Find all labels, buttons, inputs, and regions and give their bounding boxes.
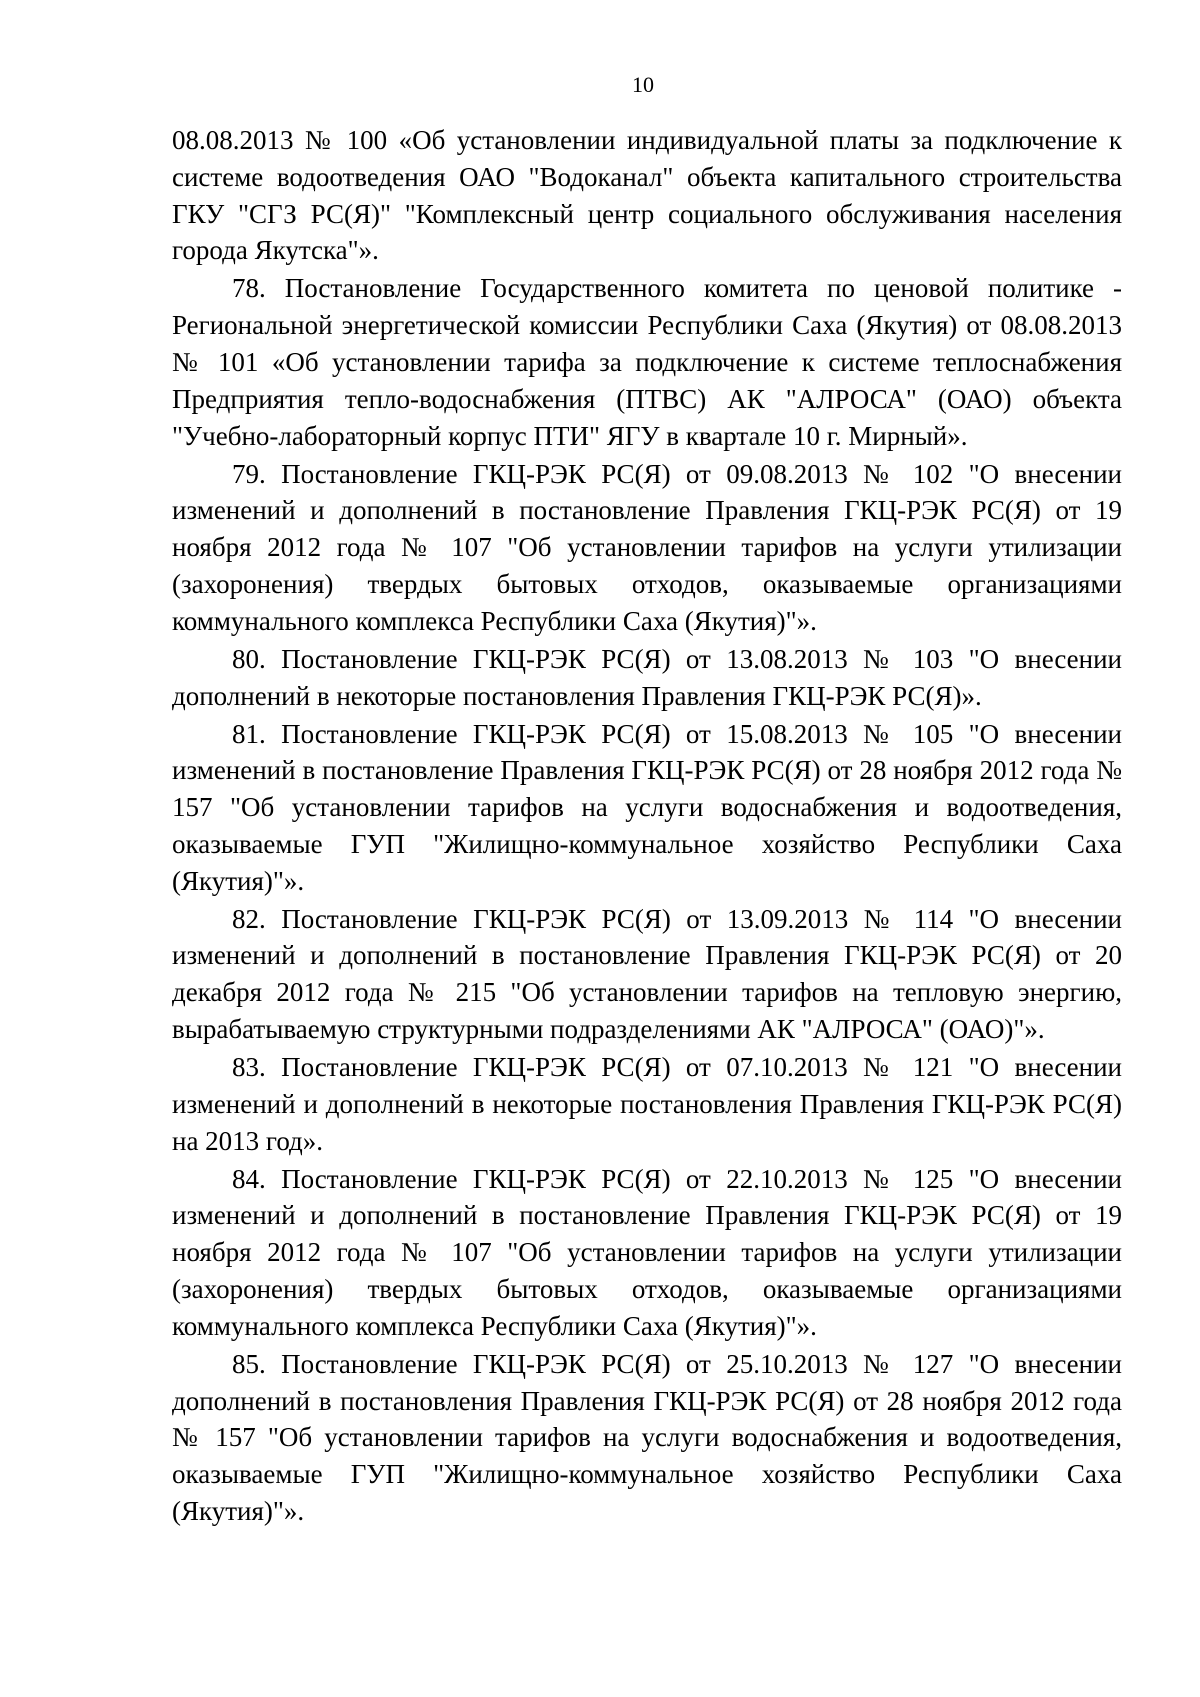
document-body xyxy=(172,122,1122,1531)
paragraph-item-79: 79. Постановление ГКЦ-РЭК РС(Я) от 09.08.2013 № 102 "О внесении изменений и дополнений в постановление Правления ГКЦ-РЭК РС(Я) от 19 ноября 2012 года № 107 "Об установлении тарифов на услуги утилизации (захоронения) твердых бытовых отходов, оказываемые организациями коммунального комплекса Республики Саха (Якутия)"». xyxy=(172,458,1122,636)
page-number: 10 xyxy=(632,72,654,97)
paragraph-item-80: 80. Постановление ГКЦ-РЭК РС(Я) от 13.08.2013 № 103 "О внесении дополнений в некоторые постановления Правления ГКЦ-РЭК РС(Я)». xyxy=(172,643,1122,711)
paragraph-item-83: 83. Постановление ГКЦ-РЭК РС(Я) от 07.10.2013 № 121 "О внесении изменений и дополнений в некоторые постановления Правления ГКЦ-РЭК РС(Я) на 2013 год». xyxy=(172,1052,1122,1156)
paragraph-item-85: 85. Постановление ГКЦ-РЭК РС(Я) от 25.10.2013 № 127 "О внесении дополнений в постановления Правления ГКЦ-РЭК РС(Я) от 28 ноября 2012 года № 157 "Об установлении тарифов на услуги водоснабжения и водоотведения, оказываемые ГУП "Жилищно-коммунальное хозяйство Республики Саха (Якутия)"». xyxy=(172,1348,1122,1526)
paragraph-item-84: 84. Постановление ГКЦ-РЭК РС(Я) от 22.10.2013 № 125 "О внесении изменений и дополнений в постановление Правления ГКЦ-РЭК РС(Я) от 19 ноября 2012 года № 107 "Об установлении тарифов на услуги утилизации (захоронения) твердых бытовых отходов, оказываемые организациями коммунального комплекса Республики Саха (Якутия)"». xyxy=(172,1163,1122,1341)
paragraph-item-78: 78. Постановление Государственного комитета по ценовой политике - Региональной энергетической комиссии Республики Саха (Якутия) от 08.08.2013 № 101 «Об установлении тарифа за подключение к системе теплоснабжения Предприятия тепло-водоснабжения (ПТВС) АК "АЛРОСА" (ОАО) объекта "Учебно-лабораторный корпус ПТИ" ЯГУ в квартале 10 г. Мирный». xyxy=(172,273,1122,451)
paragraph-item-81: 81. Постановление ГКЦ-РЭК РС(Я) от 15.08.2013 № 105 "О внесении изменений в постановление Правления ГКЦ-РЭК РС(Я) от 28 ноября 2012 года № 157 "Об установлении тарифов на услуги водоснабжения и водоотведения, оказываемые ГУП "Жилищно-коммунальное хозяйство Республики Саха (Якутия)"». xyxy=(172,718,1122,896)
paragraph-continuation: 08.08.2013 № 100 «Об установлении индивидуальной платы за подключение к системе водоотведения ОАО "Водоканал" объекта капитального строительства ГКУ "СГЗ РС(Я)" "Комплексный центр социального обслуживания населения города Якутска"». xyxy=(172,125,1122,266)
paragraph-item-82: 82. Постановление ГКЦ-РЭК РС(Я) от 13.09.2013 № 114 "О внесении изменений и дополнений в постановление Правления ГКЦ-РЭК РС(Я) от 20 декабря 2012 года № 215 "Об установлении тарифов на тепловую энергию, вырабатываемую структурными подразделениями АК "АЛРОСА" (ОАО)"». xyxy=(172,903,1122,1045)
